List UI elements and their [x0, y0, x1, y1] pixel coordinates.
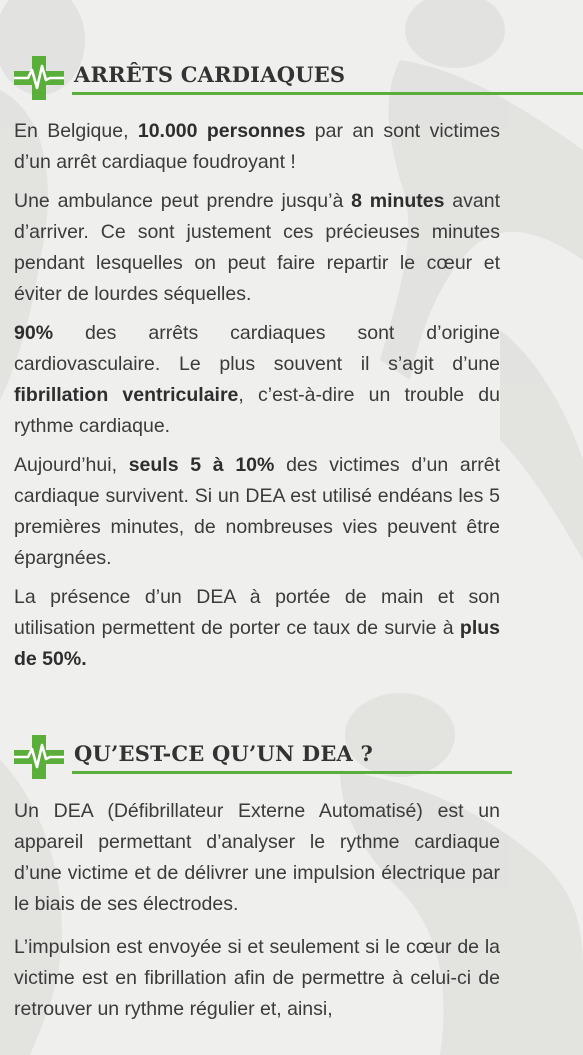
text-run: avant d’arriver. Ce sont justement ces précieuses minutes pendant lesquelles on peut faire repartir le cœur et éviter de lourdes séquelles. — [14, 190, 500, 305]
text-run: En Belgique, — [14, 120, 138, 142]
section-body-qu-est-ce-qu-un-dea — [14, 796, 500, 1025]
section-rule — [72, 771, 512, 774]
paragraph — [14, 116, 500, 178]
paragraph — [14, 796, 500, 920]
section-header-arrets-cardiaques — [14, 56, 583, 100]
paragraph — [14, 318, 500, 442]
text-run: L’impulsion est envoyée si et seulement si le cœur de la victime est en fibrillation afin de permettre à celui-ci de retrouver un rythme régulier et, ainsi, — [14, 936, 500, 1020]
bold-text: 8 minutes — [351, 190, 445, 212]
paragraph — [14, 582, 500, 675]
text-run: Aujourd’hui, — [14, 454, 129, 476]
paragraph — [14, 186, 500, 310]
text-run: par an sont victimes d’un arrêt cardiaque foudroyant ! — [14, 120, 500, 173]
text-run: , c’est-à-dire un trouble du rythme cardiaque. — [14, 384, 500, 437]
bold-text: plus de 50%. — [14, 617, 500, 670]
bold-text: seuls 5 à 10% — [128, 454, 275, 476]
medical-cross-heartbeat-icon — [14, 735, 64, 779]
medical-cross-heartbeat-icon — [14, 56, 64, 100]
bold-text: 90% — [14, 322, 54, 344]
section-header-qu-est-ce-qu-un-dea — [14, 735, 514, 779]
bold-text: 10.000 personnes — [137, 120, 306, 142]
paragraph — [14, 450, 500, 574]
text-run: des victimes d’un arrêt cardiaque survivent. Si un DEA est utilisé endéans les 5 premières minutes, de nombreuses vies peuvent être épargnées. — [14, 454, 500, 569]
text-run: Un DEA (Défibrillateur Externe Automatisé) est un appareil permettant d’analyser le rythme cardiaque d’une victime et de délivrer une impulsion électrique par le biais de ses électrodes. — [14, 800, 500, 915]
section-title: ARRÊTS CARDIAQUES — [74, 62, 346, 87]
paragraph — [14, 932, 500, 1025]
text-run: Une ambulance peut prendre jusqu’à — [14, 190, 352, 212]
text-run: des arrêts cardiaques sont d’origine cardiovasculaire. Le plus souvent il s’agit d’une — [14, 322, 500, 375]
bold-text: fibrillation ventriculaire — [14, 384, 239, 406]
text-run: La présence d’un DEA à portée de main et son utilisation permettent de porter ce taux de survie à — [14, 586, 500, 639]
section-body-arrets-cardiaques — [14, 116, 500, 675]
section-title: QU’EST-CE QU’UN DEA ? — [74, 741, 374, 766]
section-rule — [72, 92, 583, 95]
